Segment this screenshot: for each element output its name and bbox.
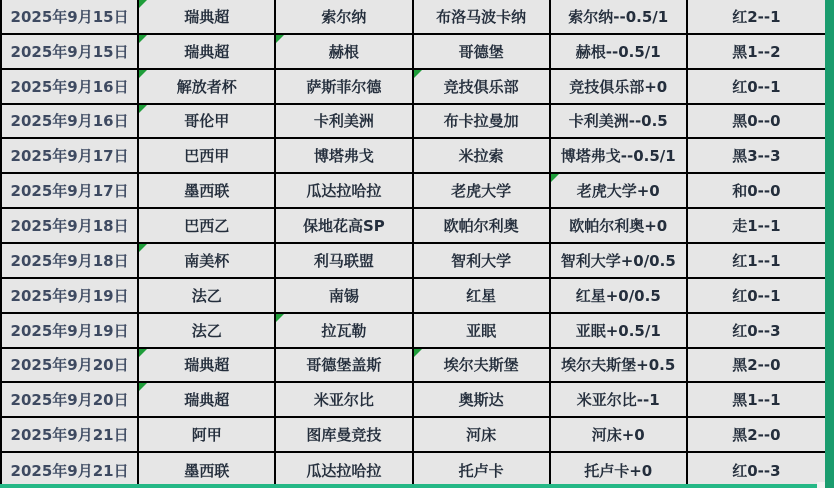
- table-row: [2, 0, 825, 35]
- cell-away-team[interactable]: 哥德堡: [414, 35, 551, 70]
- cell-handicap[interactable]: 索尔纳--0.5/1: [551, 0, 688, 35]
- cell-away-team[interactable]: 河床: [414, 418, 551, 453]
- error-indicator-icon: [551, 174, 559, 182]
- cell-handicap[interactable]: 卡利美洲--0.5: [551, 105, 688, 140]
- cell-league[interactable]: 南美杯: [139, 244, 276, 279]
- cell-home-team[interactable]: 卡利美洲: [276, 105, 413, 140]
- cell-handicap[interactable]: 托卢卡+0: [551, 453, 688, 488]
- cell-handicap[interactable]: 红星+0/0.5: [551, 279, 688, 314]
- table-row: [2, 35, 825, 70]
- cell-away-team[interactable]: 布卡拉曼加: [414, 105, 551, 140]
- cell-away-team[interactable]: 老虎大学: [414, 174, 551, 209]
- error-indicator-icon: [139, 70, 147, 78]
- cell-date[interactable]: 2025年9月18日: [2, 244, 139, 279]
- error-indicator-icon: [414, 349, 422, 357]
- cell-date[interactable]: 2025年9月21日: [2, 453, 139, 488]
- table-row: [2, 418, 825, 453]
- error-indicator-icon: [139, 383, 147, 391]
- cell-handicap[interactable]: 博塔弗戈--0.5/1: [551, 139, 688, 174]
- table-row: [2, 279, 825, 314]
- cell-home-team[interactable]: 利马联盟: [276, 244, 413, 279]
- cell-league[interactable]: 瑞典超: [139, 0, 276, 35]
- cell-handicap[interactable]: 埃尔夫斯堡+0.5: [551, 349, 688, 384]
- cell-result[interactable]: 红0--1: [688, 279, 825, 314]
- table-row: [2, 139, 825, 174]
- cell-result[interactable]: 黑1--1: [688, 383, 825, 418]
- cell-home-team[interactable]: 萨斯菲尔德: [276, 70, 413, 105]
- cell-date[interactable]: 2025年9月21日: [2, 418, 139, 453]
- cell-away-team[interactable]: 托卢卡: [414, 453, 551, 488]
- cell-result[interactable]: 黑2--0: [688, 418, 825, 453]
- cell-date[interactable]: 2025年9月15日: [2, 35, 139, 70]
- cell-result[interactable]: 黑2--0: [688, 349, 825, 384]
- cell-date[interactable]: 2025年9月20日: [2, 349, 139, 384]
- cell-result[interactable]: 黑1--2: [688, 35, 825, 70]
- cell-home-team[interactable]: 图库曼竞技: [276, 418, 413, 453]
- cell-away-team[interactable]: 欧帕尔利奥: [414, 209, 551, 244]
- cell-league[interactable]: 巴西乙: [139, 209, 276, 244]
- cell-date[interactable]: 2025年9月17日: [2, 139, 139, 174]
- cell-result[interactable]: 和0--0: [688, 174, 825, 209]
- cell-result[interactable]: 黑0--0: [688, 105, 825, 140]
- cell-away-team[interactable]: 埃尔夫斯堡: [414, 349, 551, 384]
- selection-border-right: [825, 0, 834, 488]
- cell-league[interactable]: 巴西甲: [139, 139, 276, 174]
- cell-handicap[interactable]: 赫根--0.5/1: [551, 35, 688, 70]
- cell-league[interactable]: 解放者杯: [139, 70, 276, 105]
- cell-home-team[interactable]: 瓜达拉哈拉: [276, 453, 413, 488]
- cell-result[interactable]: 黑3--3: [688, 139, 825, 174]
- cell-result[interactable]: 走1--1: [688, 209, 825, 244]
- cell-home-team[interactable]: 索尔纳: [276, 0, 413, 35]
- cell-league[interactable]: 墨西联: [139, 174, 276, 209]
- cell-date[interactable]: 2025年9月20日: [2, 383, 139, 418]
- cell-handicap[interactable]: 亚眠+0.5/1: [551, 314, 688, 349]
- table-row: [2, 383, 825, 418]
- error-indicator-icon: [414, 70, 422, 78]
- fill-handle[interactable]: [817, 482, 825, 488]
- cell-league[interactable]: 哥伦甲: [139, 105, 276, 140]
- error-indicator-icon: [139, 0, 147, 8]
- cell-league[interactable]: 瑞典超: [139, 383, 276, 418]
- cell-league[interactable]: 瑞典超: [139, 349, 276, 384]
- table-row: [2, 453, 825, 488]
- cell-date[interactable]: 2025年9月16日: [2, 105, 139, 140]
- cell-home-team[interactable]: 赫根: [276, 35, 413, 70]
- cell-handicap[interactable]: 竞技俱乐部+0: [551, 70, 688, 105]
- cell-date[interactable]: 2025年9月19日: [2, 314, 139, 349]
- cell-league[interactable]: 墨西联: [139, 453, 276, 488]
- cell-home-team[interactable]: 哥德堡盖斯: [276, 349, 413, 384]
- cell-league[interactable]: 瑞典超: [139, 35, 276, 70]
- cell-handicap[interactable]: 老虎大学+0: [551, 174, 688, 209]
- cell-home-team[interactable]: 保地花高SP: [276, 209, 413, 244]
- cell-away-team[interactable]: 红星: [414, 279, 551, 314]
- cell-date[interactable]: 2025年9月17日: [2, 174, 139, 209]
- table-row: [2, 349, 825, 384]
- table-row: [2, 314, 825, 349]
- cell-league[interactable]: 阿甲: [139, 418, 276, 453]
- cell-result[interactable]: 红0--1: [688, 70, 825, 105]
- cell-league[interactable]: 法乙: [139, 314, 276, 349]
- table-row: [2, 105, 825, 140]
- cell-result[interactable]: 红2--1: [688, 0, 825, 35]
- cell-home-team[interactable]: 瓜达拉哈拉: [276, 174, 413, 209]
- cell-date[interactable]: 2025年9月16日: [2, 70, 139, 105]
- cell-result[interactable]: 红0--3: [688, 314, 825, 349]
- error-indicator-icon: [139, 35, 147, 43]
- table-row: [2, 70, 825, 105]
- table-row: [2, 174, 825, 209]
- error-indicator-icon: [276, 314, 284, 322]
- cell-away-team[interactable]: 竞技俱乐部: [414, 70, 551, 105]
- error-indicator-icon: [139, 105, 147, 113]
- cell-home-team[interactable]: 拉瓦勒: [276, 314, 413, 349]
- cell-home-team[interactable]: 博塔弗戈: [276, 139, 413, 174]
- cell-league[interactable]: 法乙: [139, 279, 276, 314]
- cell-handicap[interactable]: 智利大学+0/0.5: [551, 244, 688, 279]
- cell-home-team[interactable]: 南锡: [276, 279, 413, 314]
- cell-away-team[interactable]: 亚眠: [414, 314, 551, 349]
- cell-result[interactable]: 红1--1: [688, 244, 825, 279]
- table-row: [2, 209, 825, 244]
- cell-handicap[interactable]: 欧帕尔利奥+0: [551, 209, 688, 244]
- error-indicator-icon: [276, 35, 284, 43]
- cell-handicap[interactable]: 河床+0: [551, 418, 688, 453]
- cell-result[interactable]: 红0--3: [688, 453, 825, 488]
- cell-away-team[interactable]: 布洛马波卡纳: [414, 0, 551, 35]
- selection-border-bottom: [0, 484, 818, 488]
- cell-away-team[interactable]: 米拉索: [414, 139, 551, 174]
- cell-away-team[interactable]: 智利大学: [414, 244, 551, 279]
- error-indicator-icon: [139, 244, 147, 252]
- cell-date[interactable]: 2025年9月19日: [2, 279, 139, 314]
- table-row: [2, 244, 825, 279]
- error-indicator-icon: [139, 349, 147, 357]
- cell-date[interactable]: 2025年9月18日: [2, 209, 139, 244]
- cell-home-team[interactable]: 米亚尔比: [276, 383, 413, 418]
- cell-handicap[interactable]: 米亚尔比--1: [551, 383, 688, 418]
- cell-date[interactable]: 2025年9月15日: [2, 0, 139, 35]
- cell-away-team[interactable]: 奥斯达: [414, 383, 551, 418]
